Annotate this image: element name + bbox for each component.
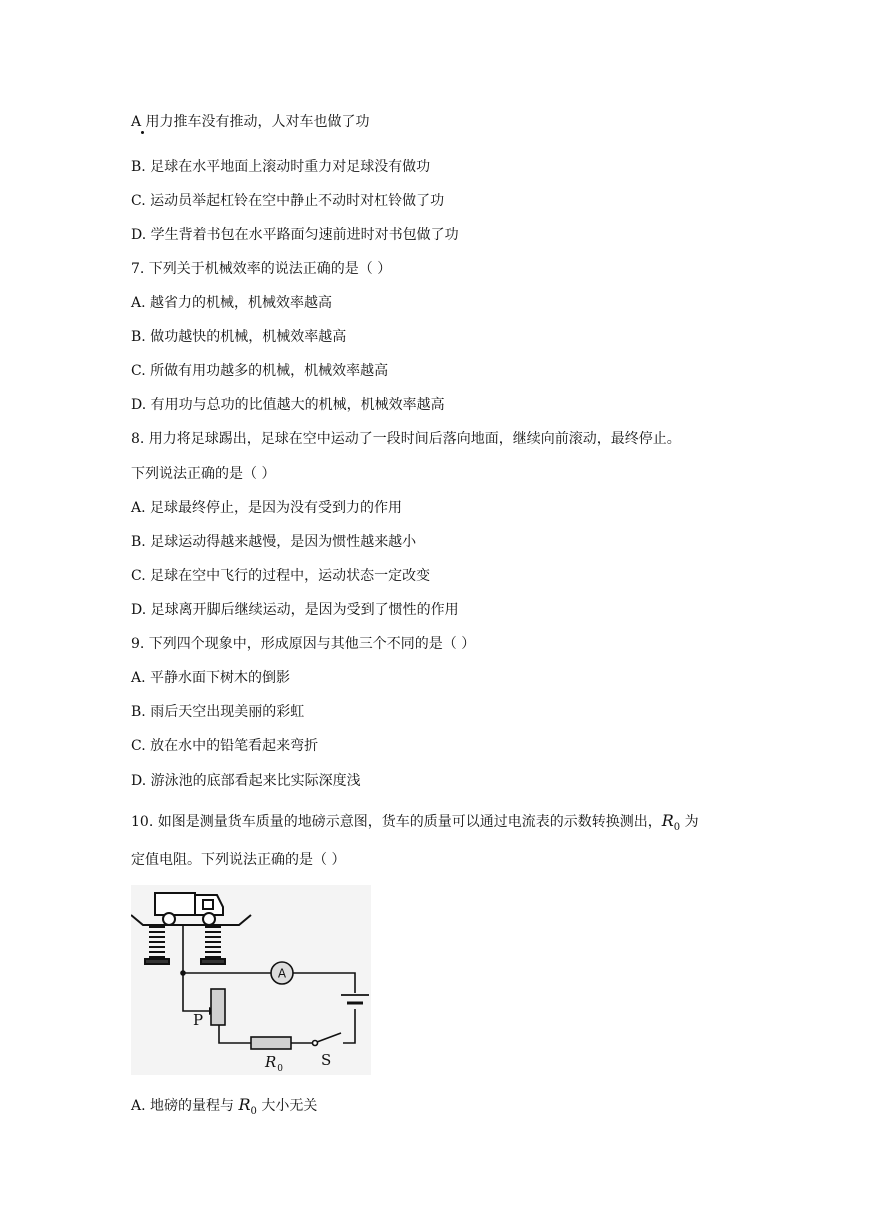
q7-option-c: C. 所做有用功越多的机械，机械效率越高 <box>131 363 389 379</box>
q10-option-a: A. 地磅的量程与 $R_0$ 大小无关 <box>131 1095 318 1118</box>
ammeter-icon <box>271 962 293 984</box>
q8-option-a: A. 足球最终停止，是因为没有受到力的作用 <box>131 500 403 516</box>
q7-option-d: D. 有用功与总功的比值越大的机械，机械效率越高 <box>131 397 445 413</box>
q10-stem-text: 10. 如图是测量货车质量的地磅示意图，货车的质量可以通过电流表的示数转换测出， <box>131 814 662 830</box>
q9-stem: 9. 下列四个现象中，形成原因与其他三个不同的是（ ） <box>131 636 476 652</box>
q6-option-d: D. 学生背着书包在水平路面匀速前进时对书包做了功 <box>131 227 459 243</box>
r0-label: $R_0$ <box>265 1053 284 1074</box>
q9-option-d: D. 游泳池的底部看起来比实际深度浅 <box>131 773 361 789</box>
q10-stem-line2: 定值电阻。下列说法正确的是（ ） <box>131 852 346 868</box>
rheostat-icon <box>211 989 225 1025</box>
q8-option-d: D. 足球离开脚后继续运动，是因为受到了惯性的作用 <box>131 602 459 618</box>
q7-stem: 7. 下列关于机械效率的说法正确的是（ ） <box>131 261 392 277</box>
q6-option-c: C. 运动员举起杠铃在空中静止不动时对杠铃做了功 <box>131 193 445 209</box>
r0-symbol: $R_0$ <box>238 1095 257 1118</box>
weighbridge-circuit-diagram <box>131 885 371 1075</box>
switch-label-s: S <box>321 1051 332 1069</box>
r0-symbol: $R_0$ <box>661 811 681 834</box>
q9-option-c: C. 放在水中的铅笔看起来弯折 <box>131 738 319 754</box>
emphasis-dot <box>141 131 144 134</box>
resistor-r0-icon <box>251 1037 291 1049</box>
q8-option-b: B. 足球运动得越来越慢，是因为惯性越来越小 <box>131 534 417 550</box>
q8-option-c: C. 足球在空中飞行的过程中，运动状态一定改变 <box>131 568 431 584</box>
q8-stem-line2: 下列说法正确的是（ ） <box>131 466 276 482</box>
svg-text:A: A <box>277 966 287 981</box>
slider-label-p: P <box>193 1011 204 1029</box>
q9-option-a: A. 平静水面下树木的倒影 <box>131 670 291 686</box>
q9-option-b: B. 雨后天空出现美丽的彩虹 <box>131 704 305 720</box>
q6-option-b: B. 足球在水平地面上滚动时重力对足球没有做功 <box>131 159 431 175</box>
q6-option-a: A 用力推车没有推动，人对车也做了功 <box>131 114 370 130</box>
q10-stem-line1 <box>131 812 699 837</box>
q8-stem-line1: 8. 用力将足球踢出，足球在空中运动了一段时间后落向地面，继续向前滚动，最终停止。 <box>131 431 681 447</box>
q10-stem-tail: 为 <box>680 814 699 830</box>
q7-option-a: A. 越省力的机械，机械效率越高 <box>131 295 333 311</box>
q7-option-b: B. 做功越快的机械，机械效率越高 <box>131 329 347 345</box>
